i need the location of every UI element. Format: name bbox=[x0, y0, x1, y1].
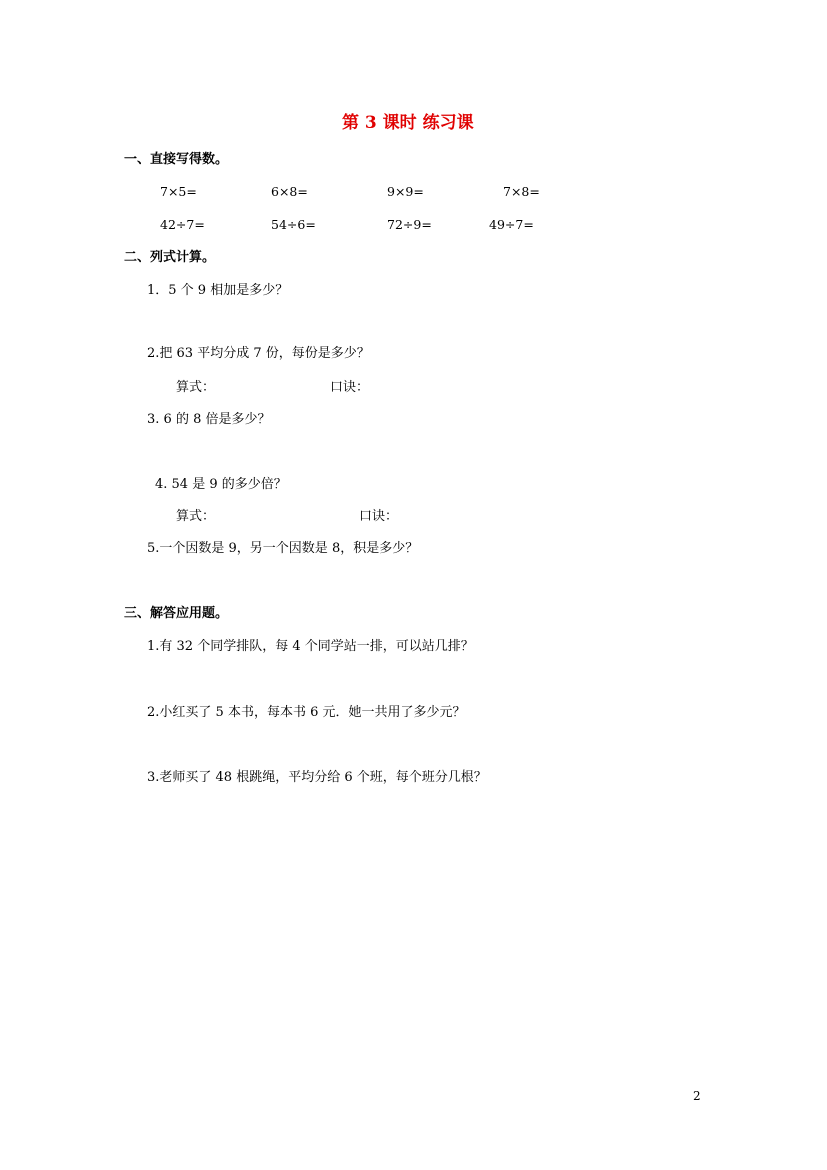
section-heading-2: 二、列式计算。 bbox=[124, 250, 216, 265]
page-number: 2 bbox=[693, 1089, 701, 1103]
question: 3.老师买了 48 根跳绳，平均分给 6 个班，每个班分几根？ bbox=[147, 770, 487, 785]
formula-label: 算式： bbox=[176, 380, 216, 395]
section-heading-3: 三、解答应用题。 bbox=[124, 606, 229, 621]
expression: 9×9= bbox=[387, 184, 424, 199]
question: 2.小红买了 5 本书，每本书 6 元．她一共用了多少元？ bbox=[147, 705, 466, 720]
question: 2.把 63 平均分成 7 份，每份是多少？ bbox=[147, 346, 370, 361]
expression: 72÷9= bbox=[387, 217, 432, 232]
expression: 49÷7= bbox=[489, 217, 534, 232]
section-heading-1: 一、直接写得数。 bbox=[124, 152, 229, 167]
expression: 6×8= bbox=[271, 184, 308, 199]
question: 1．5 个 9 相加是多少？ bbox=[147, 283, 289, 298]
expression: 7×5= bbox=[160, 184, 197, 199]
expression: 42÷7= bbox=[160, 217, 205, 232]
expression: 7×8= bbox=[503, 184, 540, 199]
page-title: 第 3 课时 练习课 bbox=[342, 113, 474, 133]
rhyme-label: 口诀： bbox=[359, 509, 399, 524]
rhyme-label: 口诀： bbox=[330, 380, 370, 395]
expression: 54÷6= bbox=[271, 217, 316, 232]
question: 4. 54 是 9 的多少倍？ bbox=[155, 477, 287, 492]
question: 5.一个因数是 9，另一个因数是 8，积是多少？ bbox=[147, 541, 419, 556]
formula-label: 算式： bbox=[176, 509, 216, 524]
question: 3. 6 的 8 倍是多少？ bbox=[147, 412, 271, 427]
question: 1.有 32 个同学排队，每 4 个同学站一排，可以站几排？ bbox=[147, 639, 474, 654]
